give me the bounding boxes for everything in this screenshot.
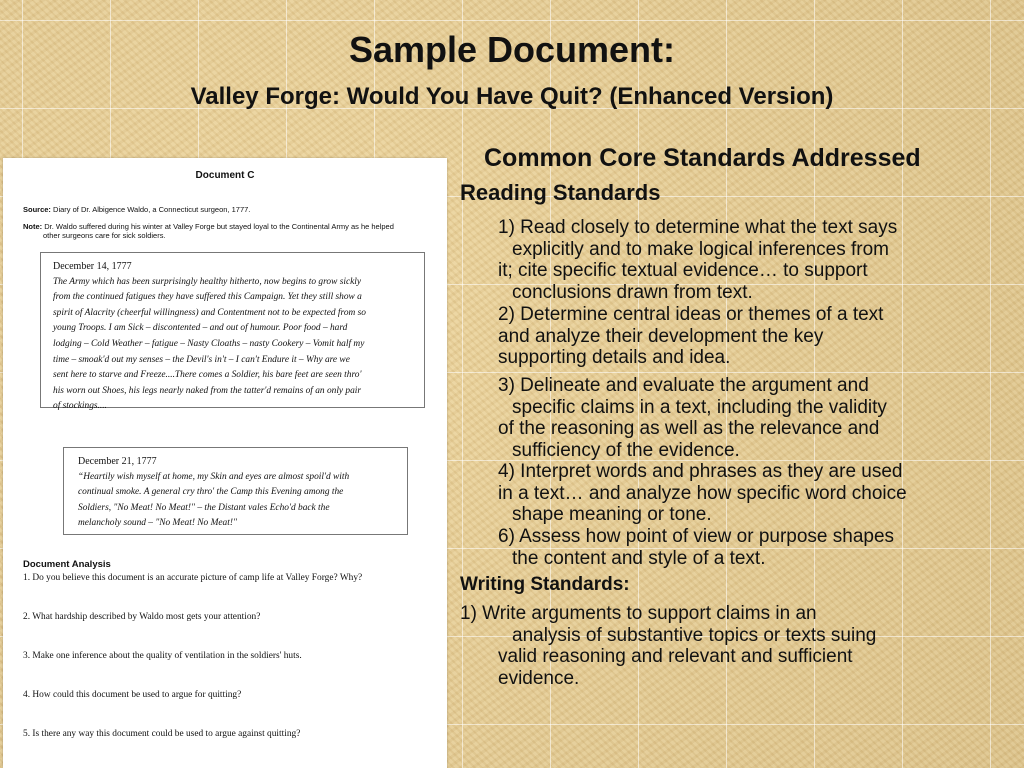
source-label: Source: [23, 205, 51, 214]
diary-entry-box-2 [63, 447, 408, 535]
reading-standard-4 [498, 461, 1008, 526]
reading-standards-heading: Reading Standards [460, 180, 661, 205]
document-note [23, 222, 433, 231]
standard-line: shape meaning or tone. [512, 504, 712, 525]
entry-1-line: lodging – Cold Weather – fatigue – Nasty Cloaths – nasty Cookery – Vomit half my [53, 338, 365, 349]
standard-line: 1) Read closely to determine what the text says [498, 217, 898, 238]
entry-1-line: from the continued fatigues they have suffered this Campaign. Yet they still show a [53, 292, 362, 303]
entry-1-line: young Troops. I am Sick – discontented – and out of humour. Poor food – hard [53, 323, 348, 334]
analysis-question-5: 5. Is there any way this document could be used to argue against quitting? [23, 729, 301, 739]
standard-line: the content and style of a text. [512, 547, 766, 569]
standard-line: in a text… and analyze how specific word choice [498, 482, 907, 504]
source-text: Diary of Dr. Albigence Waldo, a Connecticut surgeon, 1777. [53, 205, 251, 214]
entry-1-line: time – smoak'd out my senses – the Devil's in't – I can't Endure it – Why are we [53, 354, 350, 365]
standard-line: of the reasoning as well as the relevance and [498, 418, 880, 439]
standard-line: conclusions drawn from text. [512, 281, 753, 303]
analysis-question-1: 1. Do you believe this document is an accurate picture of camp life at Valley Forge? Why? [23, 573, 363, 583]
standard-line: supporting details and idea. [498, 347, 731, 368]
standards-title: Common Core Standards Addressed [484, 144, 921, 172]
document-source [23, 205, 433, 214]
standard-line: valid reasoning and relevant and sufficient [498, 646, 853, 667]
writing-standard-1 [460, 603, 1000, 689]
document-heading: Document C [195, 170, 255, 181]
standard-line: 2) Determine central ideas or themes of a text [498, 304, 884, 325]
entry-2-line: “Heartily wish myself at home, my Skin and eyes are almost spoil'd with [78, 471, 350, 482]
standard-line: explicitly and to make logical inferences from [512, 238, 890, 260]
standard-line: and analyze their development the key [498, 325, 824, 347]
note-text-1: Dr. Waldo suffered during his winter at Valley Forge but stayed loyal to the Continental Army as he helped [44, 222, 394, 231]
standard-line: sufficiency of the evidence. [512, 439, 740, 461]
entry-1-line: his worn out Shoes, his legs nearly naked from the tatter'd remains of an only pair [53, 385, 362, 396]
slide-title: Sample Document: [348, 29, 676, 70]
reading-standard-2 [498, 304, 1008, 369]
standard-line: evidence. [498, 667, 580, 689]
standard-line: 3) Delineate and evaluate the argument and [498, 375, 869, 396]
standard-line: 4) Interpret words and phrases as they are used [498, 461, 903, 482]
standard-line: 6) Assess how point of view or purpose shapes [498, 526, 895, 547]
standard-line: it; cite specific textual evidence… to support [498, 260, 868, 281]
reading-standard-1 [498, 217, 1008, 303]
note-label: Note: [23, 222, 43, 231]
entry-1-line: sent here to starve and Freeze....There comes a Soldier, his bare feet are seen thro' [53, 370, 362, 381]
analysis-heading: Document Analysis [23, 559, 111, 570]
entry-1-line: The Army which has been surprisingly healthy hitherto, now begins to grow sickly [53, 276, 362, 287]
entry-1-date: December 14, 1777 [53, 261, 132, 272]
entry-1-line: of stockings.... [53, 401, 107, 412]
standard-line: 1) Write arguments to support claims in an [460, 603, 817, 624]
reading-standard-3 [498, 375, 1008, 461]
analysis-question-4: 4. How could this document be used to argue for quitting? [23, 690, 242, 700]
entry-2-line: continual smoke. A general cry thro' the Camp this Evening among the [78, 487, 344, 498]
slide-subtitle: Valley Forge: Would You Have Quit? (Enhanced Version) [190, 83, 834, 110]
entry-2-line: Soldiers, "No Meat! No Meat!" – the Distant vales Echo'd back the [78, 502, 330, 513]
standard-line: specific claims in a text, including the validity [512, 396, 887, 418]
entry-2-line: melancholy sound – "No Meat! No Meat!" [78, 518, 237, 529]
entry-2-date: December 21, 1777 [78, 456, 157, 467]
diary-entry-box-1 [40, 252, 425, 412]
analysis-question-3: 3. Make one inference about the quality of ventilation in the soldiers' huts. [23, 651, 302, 661]
reading-standard-6 [498, 526, 1008, 569]
entry-1-line: spirit of Alacrity (cheerful willingness) and Contentment not to be expected from so [53, 307, 366, 318]
standard-line: analysis of substantive topics or texts suing [512, 624, 877, 646]
note-text-2: other surgeons care for sick soldiers. [43, 231, 166, 240]
analysis-question-2: 2. What hardship described by Waldo most gets your attention? [23, 612, 261, 622]
writing-standards-heading: Writing Standards: [460, 574, 630, 595]
document-image [3, 158, 447, 768]
